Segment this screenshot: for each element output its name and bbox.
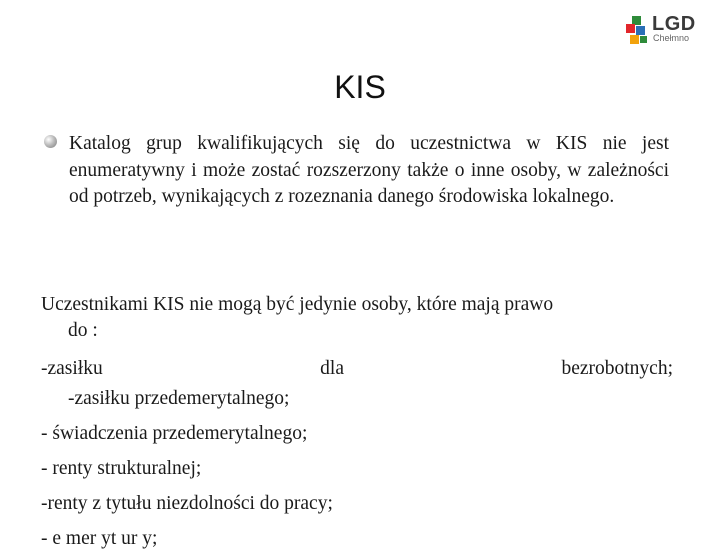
slide-title: KIS (334, 69, 386, 106)
logo-name: LGD (652, 13, 696, 35)
list-item-4: - renty strukturalnej; (41, 458, 202, 479)
list-item-1 (41, 356, 673, 382)
list-item-1-part-1: -zasiłku (41, 358, 103, 379)
bullet-dot-icon (44, 135, 57, 148)
bullet-text: Katalog grup kwalifikujących się do uczestnictwa w KIS nie jest enumeratywny i może zostać rozszerzony także o inne osoby, w zależności od potrzeb, wynikających z rozeznania danego środowiska lokalnego. (69, 133, 669, 207)
list-item-1-part-2: dla (320, 358, 344, 379)
list-item-2: -zasiłku przedemerytalnego; (68, 388, 290, 409)
body-paragraph (41, 292, 673, 344)
paragraph-line-1: Uczestnikami KIS nie mogą być jedynie osoby, które mają prawo (41, 294, 554, 315)
list-item-6: - e mer yt ur y; (41, 528, 158, 549)
paragraph-line-2: do : (68, 320, 98, 341)
list-item-5: -renty z tytułu niezdolności do pracy; (41, 493, 333, 514)
logo-subtitle: Chełmno (653, 33, 690, 43)
list-item-1-part-3: bezrobotnych; (561, 358, 673, 379)
list-item-3: - świadczenia przedemerytalnego; (41, 423, 308, 444)
